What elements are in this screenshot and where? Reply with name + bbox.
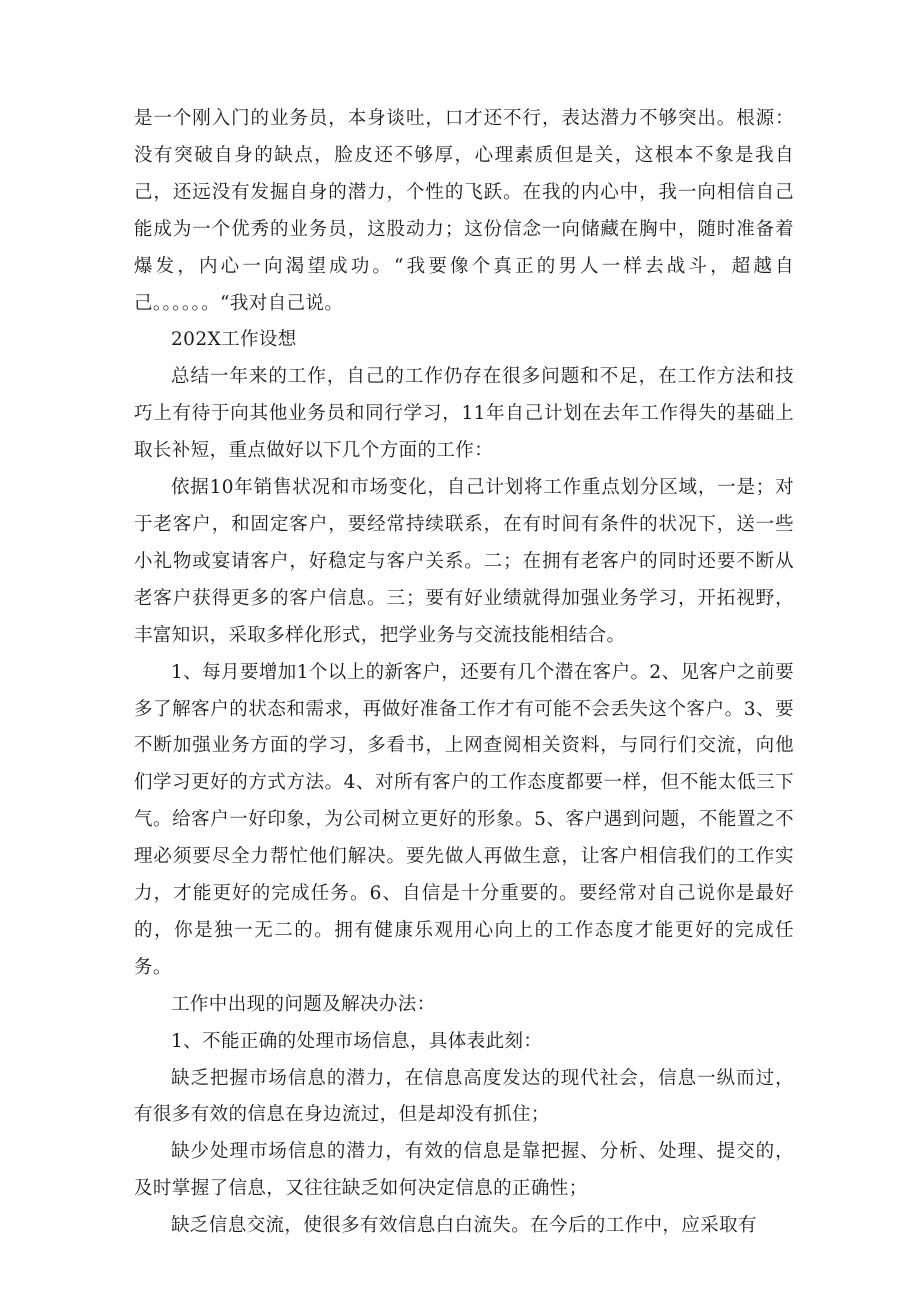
- section-heading-work-plan: 202X工作设想: [171, 329, 297, 351]
- paragraph-problem-detail-1: 缺乏把握市场信息的潜力，在信息高度发达的现代社会，信息一纵而过，有很多有效的信息在身边流过，但是却没有抓住；: [134, 1067, 794, 1126]
- paragraph-problem-1: 1、不能正确的处理市场信息，具体表此刻：: [171, 1030, 543, 1052]
- paragraph-continuation: 是一个刚入门的业务员，本身谈吐，口才还不行，表达潜力不够突出。根源：没有突破自身的缺点，脸皮还不够厚，心理素质但是关，这根本不象是我自己，还远没有发掘自身的潜力，个性的飞跃。在我的内心中，我一向相信自己能成为一个优秀的业务员，这股动力；这份信念一向储藏在胸中，随时准备着爆发，内心一向渴望成功。“我要像个真正的男人一样去战斗，超越自己。。。。。。“我对自己说。: [134, 108, 794, 314]
- paragraph-problem-detail-3: 缺乏信息交流，使很多有效信息白白流失。在今后的工作中，应采取有: [171, 1215, 757, 1237]
- paragraph-regional-plan: 依据10年销售状况和市场变化，自己计划将工作重点划分区域，一是；对于老客户，和固定客户，要经常持续联系，在有时间有条件的状况下，送一些小礼物或宴请客户，好稳定与客户关系。二；在拥有老客户的同时还要不断从老客户获得更多的客户信息。三；要有好业绩就得加强业务学习，开拓视野，丰富知识，采取多样化形式，把学业务与交流技能相结合。: [134, 477, 794, 646]
- paragraph-numbered-goals: 1、每月要增加1个以上的新客户，还要有几个潜在客户。2、见客户之前要多了解客户的状态和需求，再做好准备工作才有可能不会丢失这个客户。3、要不断加强业务方面的学习，多看书，上网查阅相关资料，与同行们交流，向他们学习更好的方式方法。4、对所有客户的工作态度都要一样，但不能太低三下气。给客户一好印象，为公司树立更好的形象。5、客户遇到问题，不能置之不理必须要尽全力帮忙他们解决。要先做人再做生意，让客户相信我们的工作实力，才能更好的完成任务。6、自信是十分重要的。要经常对自己说你是最好的，你是独一无二的。拥有健康乐观用心向上的工作态度才能更好的完成任务。: [134, 661, 794, 978]
- paragraph-problem-detail-2: 缺少处理市场信息的潜力，有效的信息是靠把握、分析、处理、提交的，及时掌握了信息，又往往缺乏如何决定信息的正确性；: [134, 1141, 794, 1200]
- section-heading-problems: 工作中出现的问题及解决办法：: [171, 993, 436, 1015]
- paragraph-summary: 总结一年来的工作，自己的工作仍存在很多问题和不足，在工作方法和技巧上有待于向其他业务员和同行学习，11年自己计划在去年工作得失的基础上取长补短，重点做好以下几个方面的工作：: [134, 366, 794, 462]
- document-body: [134, 101, 794, 1245]
